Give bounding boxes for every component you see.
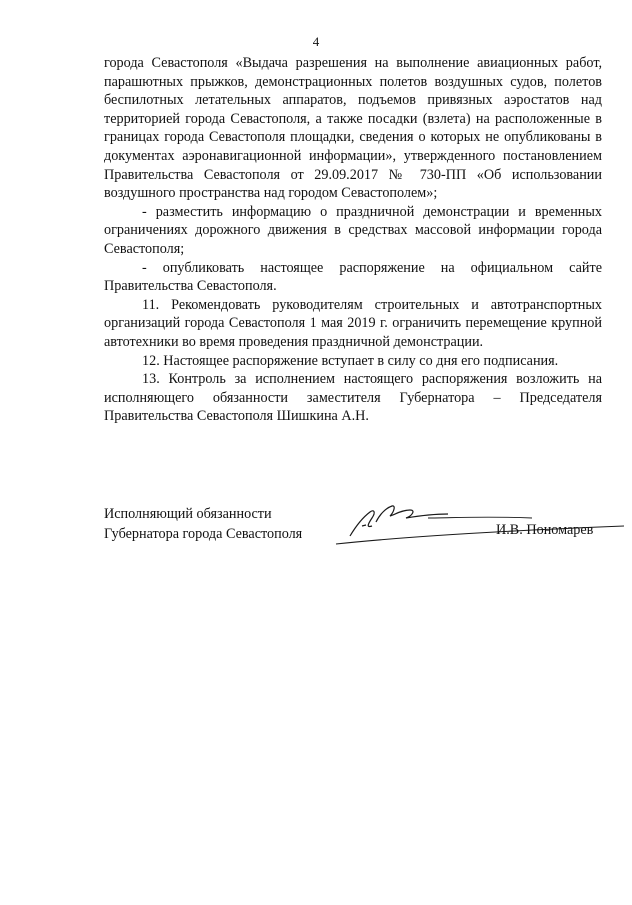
paragraph-continuation: города Севастополя «Выдача разрешения на выполнение авиационных работ, парашютных прыжков, демонстрационных полетов воздушных судов, полетов беспилотных летательных аппаратов, подъемов привязных аэростатов над территорией города Севастополя, а также посадки (взлета) на расположенные в границах города Севастополя площадки, сведения о которых не опубликованы в документах аэронавигационной информации», утвержденного постановлением Правительства Севастополя от 29.09.2017 № 730-ПП «Об использовании воздушного пространства над городом Севастополем»; bbox=[104, 55, 602, 202]
paragraph-bullet-publish-info: - разместить информацию о праздничной демонстрации и временных ограничениях дорожного движения в средствах массовой информации города Севастополя; bbox=[104, 203, 602, 257]
document-body bbox=[104, 54, 602, 426]
signatory-title bbox=[104, 504, 302, 544]
signatory-title-line2: Губернатора города Севастополя bbox=[104, 526, 303, 542]
paragraph-item-11: 11. Рекомендовать руководителям строительных и автотранспортных организаций города Севастополя 1 мая 2019 г. ограничить перемещение крупной автотехники во время проведения праздничной демонстрации. bbox=[104, 296, 602, 350]
signatory-name: И.В. Пономарев bbox=[496, 522, 594, 538]
paragraph-bullet-publish-order: - опубликовать настоящее распоряжение на официальном сайте Правительства Севастополя. bbox=[104, 259, 602, 295]
paragraph-item-12: 12. Настоящее распоряжение вступает в силу со дня его подписания. bbox=[142, 352, 559, 369]
signatory-title-line1: Исполняющий обязанности bbox=[104, 506, 272, 522]
paragraph-item-13: 13. Контроль за исполнением настоящего распоряжения возложить на исполняющего обязанности заместителя Губернатора – Председателя Правительства Севастополя Шишкина А.Н. bbox=[104, 371, 602, 425]
page-number: 4 bbox=[312, 34, 320, 49]
signature-block bbox=[104, 504, 604, 564]
